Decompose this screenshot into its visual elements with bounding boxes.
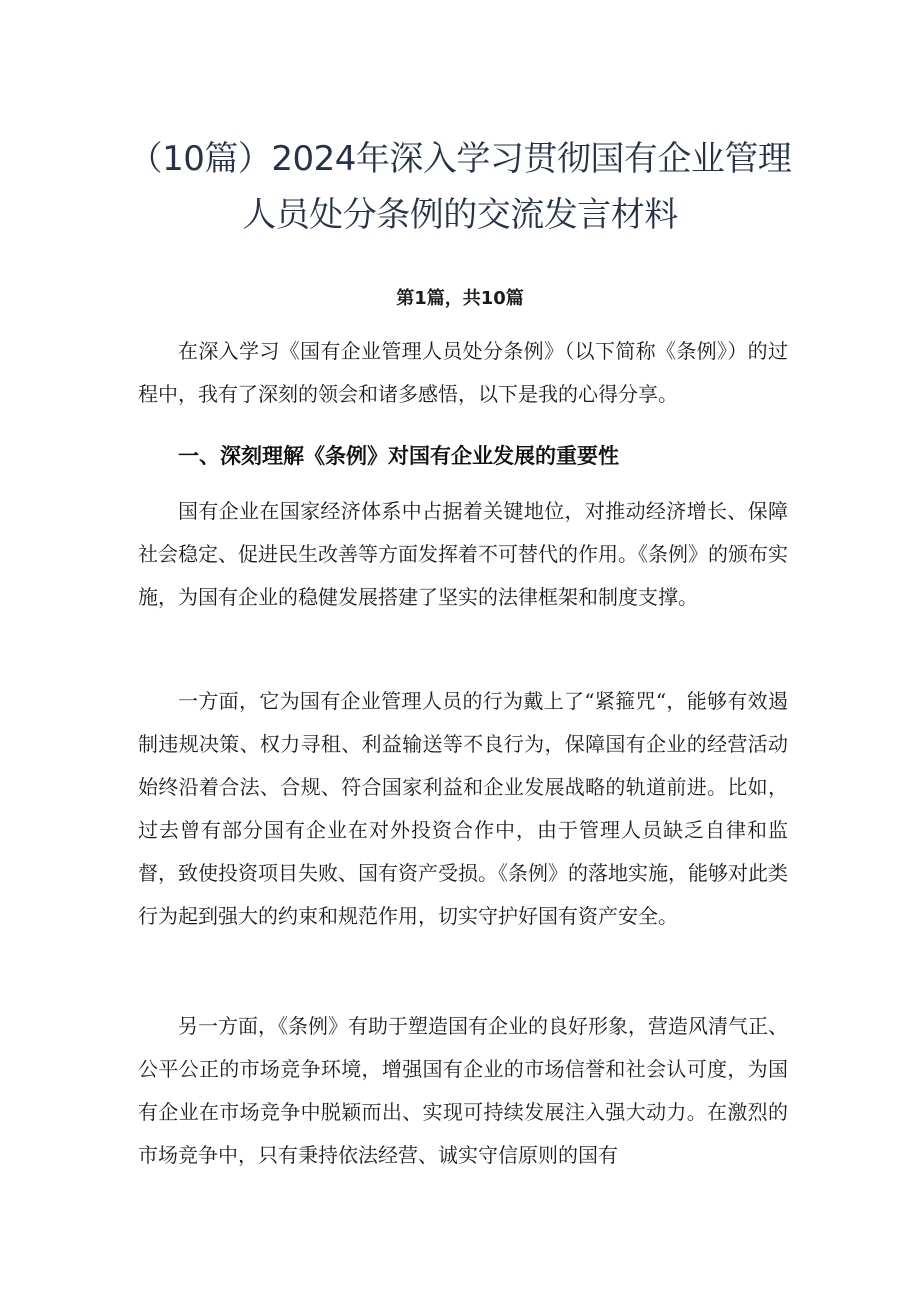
paragraph-other-side: 另一方面，《条例》有助于塑造国有企业的良好形象，营造风清气正、公平公正的市场竞争环境，增强国有企业的市场信誉和社会认可度，为国有企业在市场竞争中脱颖而出、实现可持续发展注入强大动力。在激烈的市场竞争中，只有秉持依法经营、诚实守信原则的国有 bbox=[138, 1014, 788, 1167]
part-label: 第1篇，共10篇 bbox=[396, 288, 524, 309]
section-heading: 一、深刻理解《条例》对国有企业发展的重要性 bbox=[178, 444, 619, 468]
paragraph-importance: 国有企业在国家经济体系中占据着关键地位，对推动经济增长、保障社会稳定、促进民生改善等方面发挥着不可替代的作用。《条例》的颁布实施，为国有企业的稳健发展搭建了坚实的法律框架和制度支撑。 bbox=[138, 499, 788, 609]
document-title: （10篇）2024年深入学习贯彻国有企业管理人员处分条例的交流发言材料 bbox=[128, 138, 792, 235]
paragraph-one-side: 一方面，它为国有企业管理人员的行为戴上了“紧箍咒“，能够有效遏制违规决策、权力寻租、利益输送等不良行为，保障国有企业的经营活动始终沿着合法、合规、符合国家利益和企业发展战略的轨道前进。比如，过去曾有部分国有企业在对外投资合作中，由于管理人员缺乏自律和监督，致使投资项目失败、国有资产受损。《条例》的落地实施，能够对此类行为起到强大的约束和规范作用，切实守护好国有资产安全。 bbox=[138, 689, 788, 928]
paragraph-intro: 在深入学习《国有企业管理人员处分条例》（以下简称《条例》）的过程中，我有了深刻的领会和诸多感悟，以下是我的心得分享。 bbox=[138, 339, 788, 406]
